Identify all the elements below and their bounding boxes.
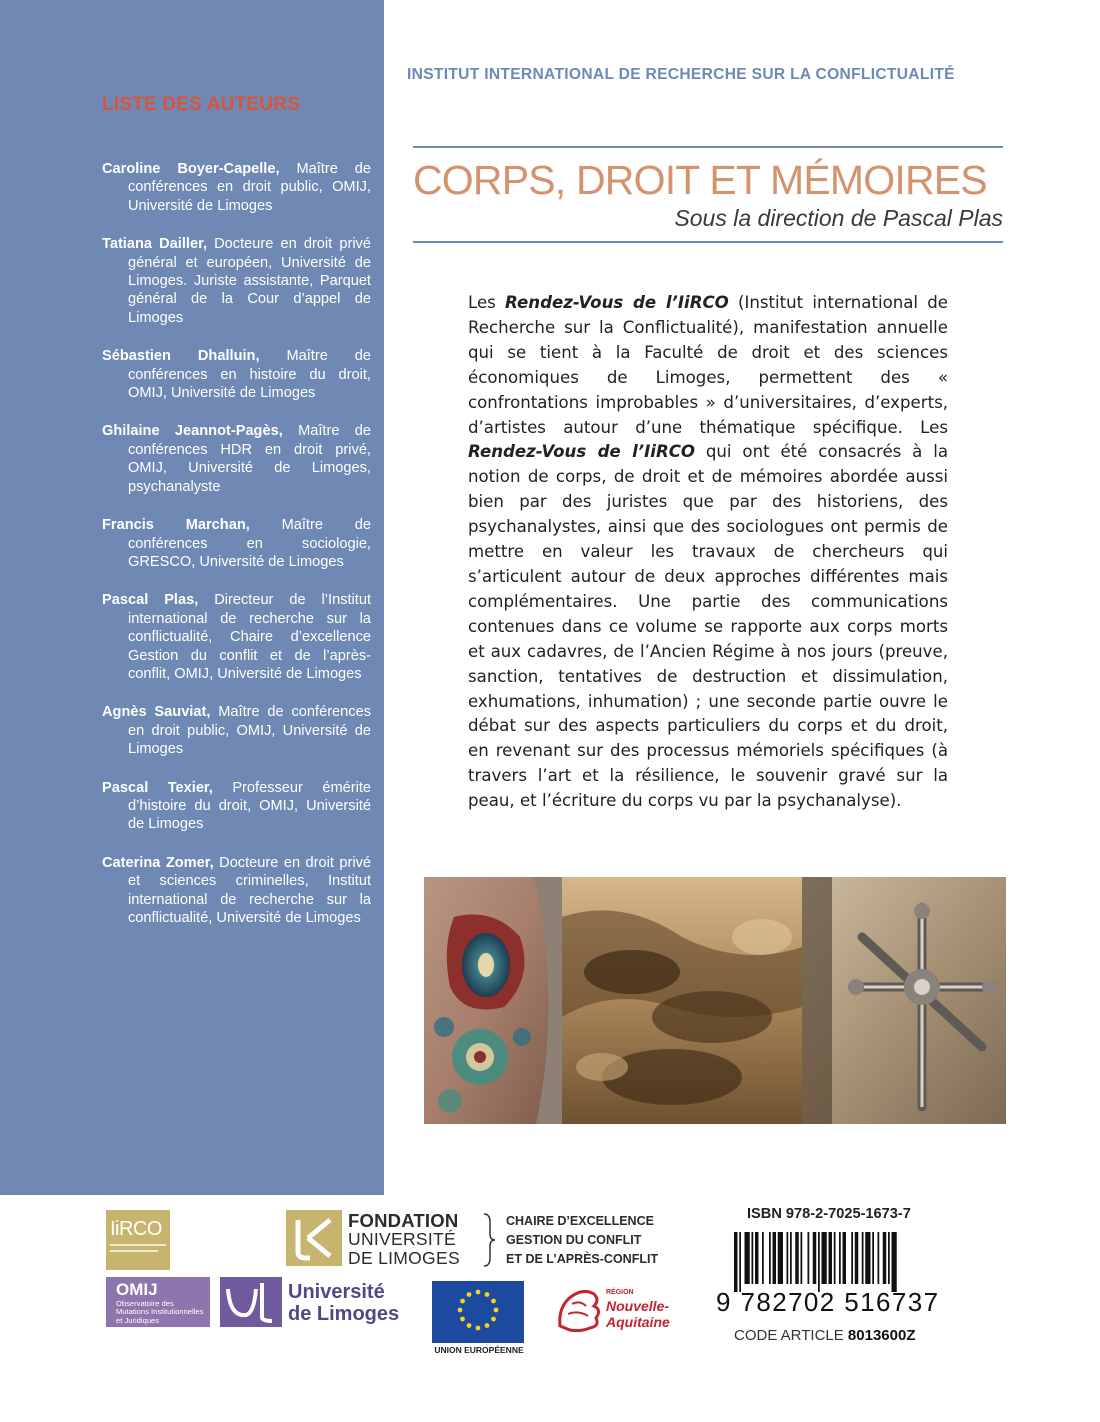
description-text: qui ont été consacrés à la notion de corps, de droit et de mémoires abordée aussi bien par des juristes que par des historiens, des psychanalystes, ainsi que des sociologues ont permis de mettre en valeur les travaux de chercheurs qui s’articulent autour de deux approches différentes mais complémentaires. Une partie des communications contenues dans ce volume se rapporte aux corps morts et aux cadavres, de l’Ancien Régime à nos jours (preuve, sanction, tentatives de destruction et dissimulation, exhumations, inhumation) ; une seconde partie ouvre le débat sur des aspects particuliers du corps et du droit, en revenant sur des processus mémoriels spécifiques (à travers l’art et la résilience, le souvenir gravé sur la peau, et l’écriture du corps vu par la psychanalyse). [468, 442, 948, 811]
author-bio: Maître de conférences en droit public, OMIJ, Université de Limoges [128, 704, 371, 758]
barcode-icon [734, 1232, 952, 1292]
brace-icon [482, 1212, 496, 1268]
code-article-value: 8013600Z [847, 1327, 916, 1344]
ul-line2: de Limoges [288, 1303, 400, 1325]
author-entry [102, 779, 371, 834]
author-entry [102, 854, 371, 928]
description-text: Les [468, 293, 506, 312]
code-article-label: CODE ARTICLE [734, 1327, 848, 1344]
iirco-logo-text: IiRCO [110, 1218, 162, 1240]
title-rule-top [413, 146, 1003, 148]
author-bio: Maître de conférences HDR en droit privé, OMIJ, Université de Limoges, psychanalyste [128, 423, 371, 495]
barcode-digits: 9 782702 516737 [716, 1287, 940, 1317]
author-name: Tatiana Dailler, [102, 236, 207, 253]
author-bio: Maître de conférences en sociologie, GRESCO, Université de Limoges [128, 517, 371, 570]
author-bio: Professeur émérite d’histoire du droit, OMIJ, Université de Limoges [128, 779, 371, 833]
author-entry [102, 160, 371, 215]
fondation-logo [286, 1210, 666, 1270]
chaire-line1: CHAIRE D’EXCELLENCE [506, 1214, 654, 1228]
ul-mark-icon [220, 1277, 282, 1327]
omij-subtitle: Observatoire des Mutations Institutionnelles et Juridiques [116, 1299, 204, 1325]
author-name: Pascal Plas, [102, 592, 199, 609]
isbn-label: ISBN 978-2-7025-1673-7 [747, 1206, 911, 1222]
author-bio: Maître de conférences en droit public, OMIJ, Université de Limoges [128, 161, 372, 214]
iirco-logo-rule [110, 1244, 166, 1246]
institute-name: INSTITUT INTERNATIONAL DE RECHERCHE SUR LA CONFLICTUALITÉ [407, 66, 955, 83]
book-description [468, 291, 948, 814]
author-name: Agnès Sauviat, [102, 704, 211, 721]
author-entry [102, 422, 371, 496]
fondation-line3: DE LIMOGES [348, 1248, 460, 1268]
region-label-small: RÉGION [606, 1289, 634, 1296]
fondation-line2: UNIVERSITÉ [348, 1229, 457, 1249]
book-subtitle: Sous la direction de Pascal Plas [674, 205, 1003, 231]
author-entry [102, 235, 371, 327]
author-entry [102, 516, 371, 571]
nouvelle-aquitaine-logo [554, 1286, 670, 1334]
author-name: Francis Marchan, [102, 517, 250, 534]
cover-photo-strip [424, 877, 1006, 1124]
eu-label: UNION EUROPÉENNE [434, 1345, 524, 1355]
description-text: (Institut international de Recherche sur la Conflictualité), manifestation annuelle qui se tient à la Faculté de droit et des sciences économiques de Limoges, permettent des « confrontations improbables » d’universitaires, d’experts, d’artistes autour d’une thématique spécifique. Les [468, 293, 948, 437]
omij-title: OMIJ [116, 1280, 158, 1299]
iirco-logo-rule [110, 1250, 158, 1252]
author-name: Caterina Zomer, [102, 854, 214, 871]
eu-logo [432, 1281, 526, 1357]
description-emphasis: Rendez-Vous de l’IiRCO [505, 293, 729, 312]
authors-sidebar [0, 0, 384, 1195]
author-name: Pascal Texier, [102, 779, 213, 796]
author-name: Ghilaine Jeannot-Pagès, [102, 423, 283, 440]
region-label-line2: Aquitaine [606, 1314, 670, 1330]
historical-photo [562, 877, 802, 1124]
author-entry [102, 591, 371, 683]
code-article [734, 1327, 915, 1344]
fondation-mark-icon [286, 1210, 342, 1266]
author-name: Caroline Boyer-Capelle, [102, 161, 280, 177]
author-bio: Docteure en droit privé général et européen, Université de Limoges. Juriste assistante, Parquet général de la Cour d’appel de Limoges [128, 236, 371, 326]
iirco-logo [106, 1210, 170, 1270]
tattoo-photo [424, 877, 562, 1124]
chaire-line3: ET DE L’APRÈS-CONFLIT [506, 1252, 659, 1266]
fondation-line1: FONDATION [348, 1210, 459, 1231]
ul-line1: Université [288, 1281, 385, 1303]
author-name: Sébastien Dhalluin, [102, 348, 260, 365]
author-entry [102, 347, 371, 402]
authors-heading: LISTE DES AUTEURS [102, 94, 300, 115]
description-emphasis: Rendez-Vous de l’IiRCO [468, 442, 696, 462]
author-bio: Docteure en droit privé et sciences criminelles, Institut international de recherche sur la conflictualité, Université de Limoges [128, 854, 371, 926]
author-bio: Maître de conférences en histoire du droit, OMIJ, Université de Limoges [128, 348, 371, 402]
book-title: CORPS, DROIT ET MÉMOIRES [413, 157, 987, 203]
eu-flag-icon [432, 1281, 524, 1343]
author-list [102, 160, 371, 947]
chaire-line2: GESTION DU CONFLIT [506, 1233, 642, 1247]
title-rule-bottom [413, 241, 1003, 243]
cross-relief-photo [802, 877, 1006, 1124]
lion-icon [554, 1286, 604, 1334]
universite-limoges-logo [220, 1277, 412, 1327]
omij-logo [106, 1277, 210, 1327]
region-label-line1: Nouvelle- [606, 1298, 670, 1314]
author-bio: Directeur de l’Institut international de recherche sur la conflictualité, Chaire d’excellence Gestion du conflit et de l’après-conflit, OMIJ, Université de Limoges [128, 592, 372, 682]
author-entry [102, 703, 371, 758]
